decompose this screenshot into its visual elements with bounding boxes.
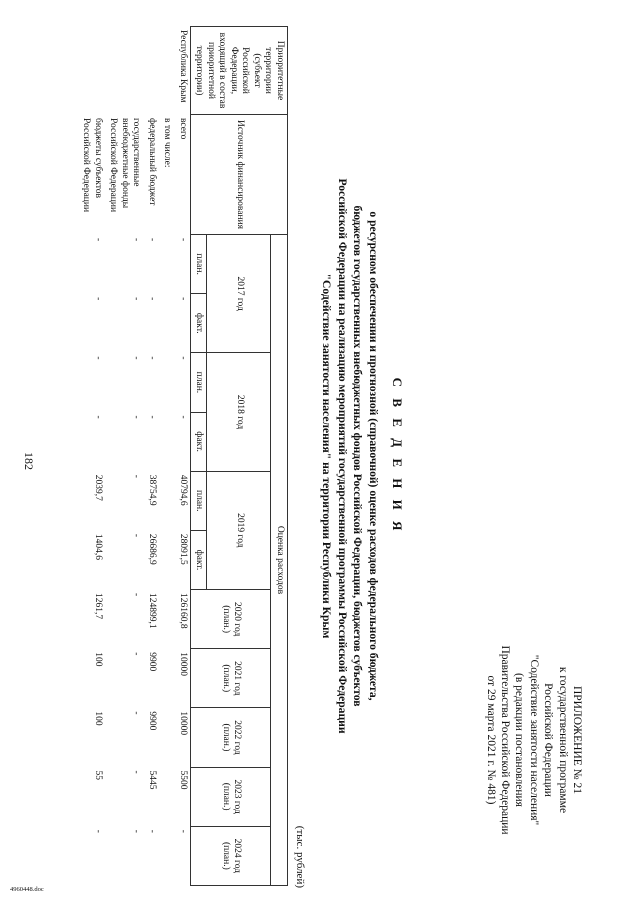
cell-value [159,649,175,708]
page-number: 182 [22,452,36,470]
cell-value: - [131,533,142,538]
cell-value: - [147,356,157,360]
cell-value: 5500 [178,770,188,790]
header-year-2024: 2024 год (план.) [191,826,272,885]
cell-value: - [131,238,142,242]
appendix-line: ПРИЛОЖЕНИЕ № 21 [571,685,583,794]
subtitle-line: бюджетов государственных внебюджетных фондов Российской Федерации, бюджетов субъектов [351,205,365,707]
cell-value: - [147,297,157,301]
cell-value: 10000 [178,711,188,736]
heading-title: С В Е Д Е Н И Я [390,377,405,535]
header-year-2021: 2021 год (план.) [191,649,272,708]
cell-value: 9900 [147,711,157,731]
cell-value: - [131,356,142,360]
cell-value: - [131,711,142,715]
cell-territory [105,27,144,115]
cell-territory [78,27,105,115]
cell-value [159,353,175,412]
table-header [191,27,288,886]
cell-value [159,294,175,353]
subtitle-line: "Содействие занятости населения" на территории Республики Крым [320,273,334,639]
header-year-2018: 2018 год [207,353,271,471]
cell-value: 55 [93,770,103,781]
header-source: Источник финансирования [191,115,288,235]
header-year-2020: 2020 год (план.) [191,590,272,649]
cell-value: - [178,415,188,419]
cell-source: в том числе: [162,118,173,168]
cell-value [159,235,175,294]
table-row [159,27,175,886]
cell-value [159,412,175,471]
cell-value [159,767,175,826]
cell-source: всего [178,118,188,140]
cell-value: - [131,652,142,656]
cell-value: - [131,770,142,774]
cell-value: 126160,8 [178,593,188,629]
cell-source: бюджеты субъектов Российской Федерации [81,118,103,213]
cell-value: - [131,474,142,478]
cell-value: - [93,829,103,833]
cell-value: 100 [93,652,103,667]
cell-value: 100 [93,711,103,726]
table-row [78,27,105,886]
appendix-line: Российской Федерации [542,683,555,797]
cell-value: 5445 [147,770,157,790]
cell-value: - [147,829,157,833]
header-year-2017: 2017 год [207,235,271,353]
cell-value: - [93,356,103,360]
header-year-2022: 2022 год (план.) [191,708,272,767]
cell-territory [144,27,160,115]
header-fact: факт. [191,530,208,589]
subtitle-line: Российской Федерации на реализацию мероприятий государственной программы Российской Федерации [336,178,349,734]
cell-value: 10000 [178,652,188,676]
header-year-2023: 2023 год (план.) [191,767,272,826]
cell-value: - [93,415,103,419]
header-year-2019: 2019 год [207,471,271,589]
cell-value [159,590,175,649]
cell-value: - [93,297,103,301]
cell-value [159,708,175,767]
units-label: (тыс. рублей) [294,825,306,888]
cell-value: - [178,829,188,833]
cell-value: 1404,6 [93,533,103,560]
header-plan: план. [191,235,208,294]
appendix-line: от 29 марта 2021 г. № 481) [484,675,497,805]
cell-value: 2039,7 [93,474,103,501]
header-fact: факт. [191,412,208,471]
cell-value: 28091,5 [178,533,188,565]
appendix-block [483,600,584,880]
cell-territory [159,27,175,115]
cell-value: - [131,593,142,597]
appendix-line: (в редакции постановления [513,673,526,807]
cell-value: - [178,297,188,301]
funding-table [78,26,288,886]
appendix-line: Правительства Российской Федерации [498,645,511,835]
cell-value: 38754,9 [147,474,157,506]
table-body [78,27,191,886]
table-row [175,27,191,886]
header-territory: Приоритетные территории (субъект Российской Федерации, входящий в состав приоритетной территории) [191,27,288,115]
appendix-line: к государственной программе [556,666,569,814]
cell-value: - [147,238,157,242]
cell-value: - [147,415,157,419]
cell-value: 40794,6 [178,474,188,506]
header-fact: факт. [191,294,208,353]
table-row [105,27,144,886]
cell-value: - [131,829,142,833]
document-heading [319,18,405,894]
cell-value: 26686,9 [147,533,157,565]
cell-value: 1261,7 [93,593,103,620]
header-plan: план. [191,471,208,530]
subtitle-line: о ресурсном обеспечении и прогнозной (справочной) оценке расходов федерального бюджета, [367,211,380,701]
header-estimate: Оценка расходов [271,235,288,886]
cell-value: 124899,1 [147,593,157,629]
header-plan: план. [191,353,208,412]
appendix-line: "Содействие занятости населения" [527,654,540,826]
cell-value: - [178,356,188,360]
cell-value [159,530,175,589]
heading-subtitle [319,18,381,894]
cell-source: федеральный бюджет [147,118,157,206]
table-row [144,27,160,886]
cell-source: государственные внебюджетные фонды Российской Федерации [108,118,142,213]
cell-value [159,471,175,530]
cell-territory: Республика Крым [178,30,188,103]
cell-value: 9900 [147,652,157,672]
cell-value: - [131,415,142,419]
cell-value [159,826,175,885]
document-sheet [28,18,588,894]
cell-value: - [131,297,142,301]
cell-value: - [93,238,103,242]
cell-value: - [178,238,188,242]
footer-code: 4960448.doc [10,886,44,893]
